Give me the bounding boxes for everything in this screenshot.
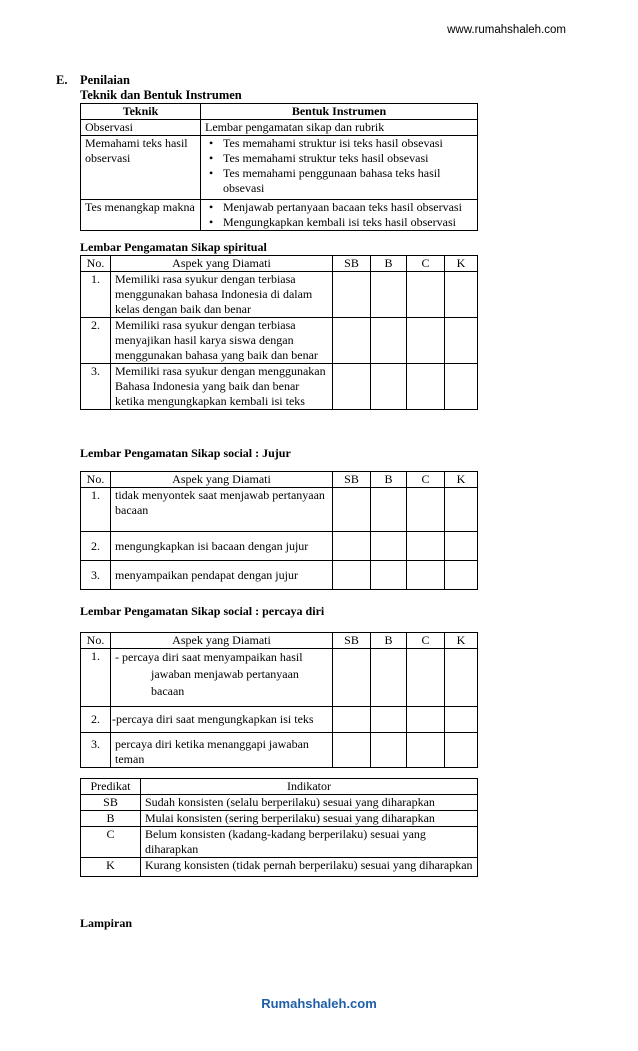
aspek-line: jawaban menjawab pertanyaan	[151, 667, 299, 681]
teknik-cell: Memahami teks hasil observasi	[81, 136, 201, 200]
table-row	[81, 811, 478, 827]
indikator-cell: Belum konsisten (kadang-kadang berperilaku) sesuai yang diharapkan	[141, 827, 478, 858]
table-row	[81, 488, 478, 532]
table-row	[81, 649, 478, 707]
aspek-cell	[111, 649, 333, 707]
lampiran-heading: Lampiran	[80, 916, 133, 930]
aspek-cell: Memiliki rasa syukur dengan terbiasa menggunakan bahasa Indonesia di dalam kelas dengan baik dan benar	[111, 272, 333, 318]
aspek-cell: Memiliki rasa syukur dengan terbiasa menyajikan hasil karya siswa dengan menggunakan bahasa yang baik dan benar	[111, 318, 333, 364]
spiritual-title: Lembar Pengamatan Sikap spiritual	[80, 240, 267, 254]
indikator-cell: Sudah konsisten (selalu berperilaku) sesuai yang diharapkan	[141, 795, 478, 811]
header-b: B	[371, 256, 407, 272]
row-number: 3.	[81, 561, 111, 590]
table-row	[81, 858, 478, 877]
list-item: • Tes memahami struktur isi teks hasil obsevasi	[223, 136, 473, 151]
aspek-cell: percaya diri ketika menanggapi jawaban teman	[111, 733, 333, 768]
instrumen-cell: Lembar pengamatan sikap dan rubrik	[201, 120, 478, 136]
row-number: 3.	[81, 733, 111, 768]
header-bentuk-instrumen: Bentuk Instrumen	[201, 104, 478, 120]
header-teknik: Teknik	[81, 104, 201, 120]
header-no: No.	[81, 256, 111, 272]
list-item: • Menjawab pertanyaan bacaan teks hasil observasi	[223, 200, 473, 215]
jujur-title: Lembar Pengamatan Sikap social : Jujur	[80, 446, 291, 460]
header-k: K	[445, 472, 478, 488]
section-letter: E.	[56, 73, 68, 87]
aspek-line: bacaan	[151, 684, 185, 698]
row-number: 1.	[81, 649, 111, 707]
aspek-cell: -percaya diri saat mengungkapkan isi teks	[111, 707, 333, 733]
header-c: C	[407, 633, 445, 649]
aspek-cell: tidak menyontek saat menjawab pertanyaan bacaan	[111, 488, 333, 532]
aspek-line: - percaya diri saat menyampaikan hasil	[115, 650, 303, 664]
list-item: • Mengungkapkan kembali isi teks hasil observasi	[223, 215, 473, 230]
percaya-table	[80, 632, 478, 768]
header-b: B	[371, 633, 407, 649]
predikat-cell: C	[81, 827, 141, 858]
section-title: Penilaian	[80, 73, 131, 87]
table-row	[81, 707, 478, 733]
header-sb: SB	[333, 633, 371, 649]
jujur-table	[80, 471, 478, 590]
header-sb: SB	[333, 256, 371, 272]
header-no: No.	[81, 633, 111, 649]
predikat-cell: K	[81, 858, 141, 877]
row-number: 3.	[81, 364, 111, 410]
footer-link[interactable]: Rumahshaleh.com	[261, 996, 377, 1011]
predikat-cell: SB	[81, 795, 141, 811]
list-item: • Tes memahami struktur teks hasil obsevasi	[223, 151, 473, 166]
instrumen-cell	[201, 200, 478, 231]
percaya-title: Lembar Pengamatan Sikap social : percaya diri	[80, 604, 325, 618]
table-row	[81, 136, 478, 200]
list-item: • Tes memahami penggunaan bahasa teks hasil obsevasi	[223, 166, 473, 196]
teknik-cell: Observasi	[81, 120, 201, 136]
table-row	[81, 827, 478, 858]
predikat-cell: B	[81, 811, 141, 827]
header-aspek: Aspek yang Diamati	[111, 472, 333, 488]
table-row	[81, 532, 478, 561]
header-no: No.	[81, 472, 111, 488]
instrumen-cell	[201, 136, 478, 200]
spiritual-table	[80, 255, 478, 410]
table-row	[81, 318, 478, 364]
site-url: www.rumahshaleh.com	[447, 24, 566, 36]
row-number: 2.	[81, 318, 111, 364]
header-predikat: Predikat	[81, 779, 141, 795]
predikat-table	[80, 778, 478, 877]
aspek-cell: mengungkapkan isi bacaan dengan jujur	[111, 532, 333, 561]
aspek-cell: Memiliki rasa syukur dengan menggunakan Bahasa Indonesia yang baik dan benar ketika mengungkapkan kembali isi teks	[111, 364, 333, 410]
table-row	[81, 733, 478, 768]
table-row	[81, 272, 478, 318]
row-number: 2.	[81, 707, 111, 733]
teknik-cell: Tes menangkap makna	[81, 200, 201, 231]
header-aspek: Aspek yang Diamati	[111, 256, 333, 272]
header-k: K	[445, 256, 478, 272]
row-number: 1.	[81, 272, 111, 318]
header-c: C	[407, 256, 445, 272]
table-row	[81, 561, 478, 590]
indikator-cell: Kurang konsisten (tidak pernah berperilaku) sesuai yang diharapkan	[141, 858, 478, 877]
table-row	[81, 364, 478, 410]
header-aspek: Aspek yang Diamati	[111, 633, 333, 649]
header-c: C	[407, 472, 445, 488]
row-number: 1.	[81, 488, 111, 532]
row-number: 2.	[81, 532, 111, 561]
header-sb: SB	[333, 472, 371, 488]
header-k: K	[445, 633, 478, 649]
aspek-cell: menyampaikan pendapat dengan jujur	[111, 561, 333, 590]
indikator-cell: Mulai konsisten (sering berperilaku) sesuai yang diharapkan	[141, 811, 478, 827]
teknik-table	[80, 103, 478, 231]
header-indikator: Indikator	[141, 779, 478, 795]
table-row	[81, 200, 478, 231]
header-b: B	[371, 472, 407, 488]
table-row	[81, 795, 478, 811]
table-row	[81, 120, 478, 136]
section-subtitle: Teknik dan Bentuk Instrumen	[80, 88, 242, 102]
